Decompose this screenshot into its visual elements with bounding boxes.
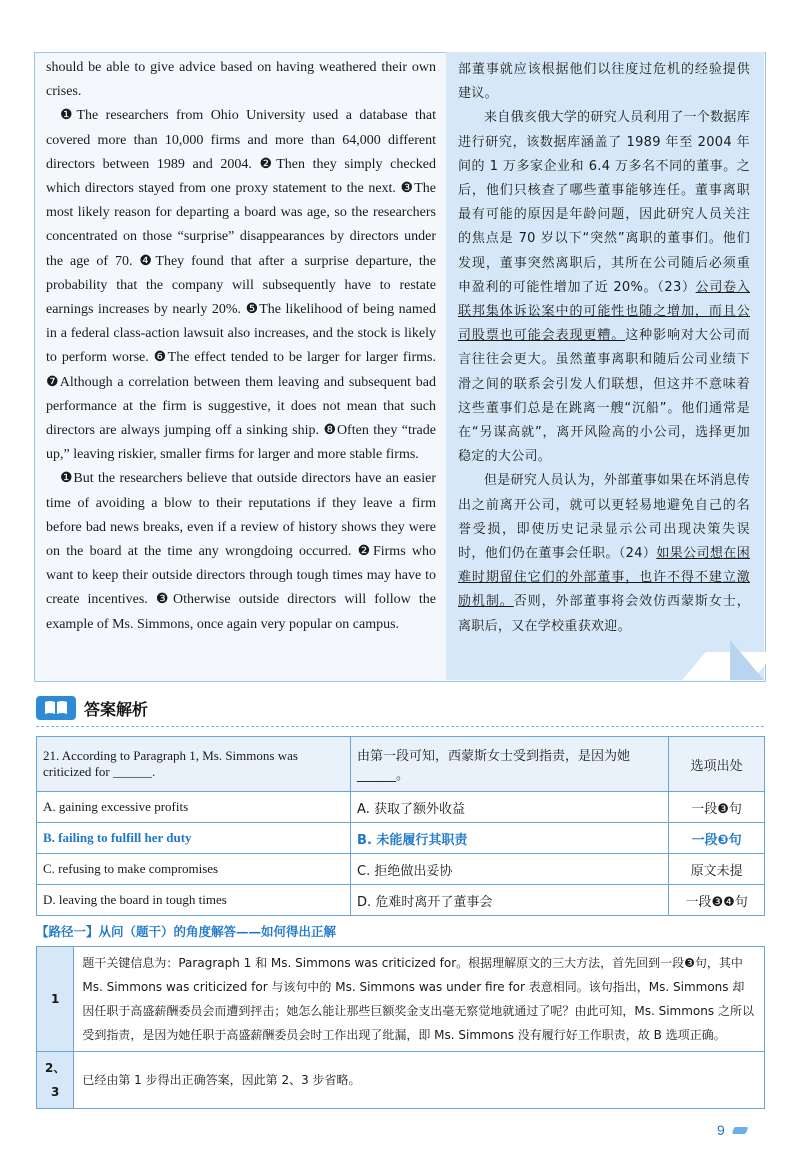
option-en: C. refusing to make compromises bbox=[37, 854, 351, 885]
page-number: 9 bbox=[717, 1122, 725, 1138]
zh-text: 这种影响对大公司而言往往会更大。虽然董事离职和随后公司业绩下滑之间的联系会引发人们联想，但这并不意味着这些董事们总是在跳离一艘“沉船”。他们通常是在“另谋高就”，离开风险高的小公司，选择更加稳定的大公司。 bbox=[458, 328, 750, 465]
book-icon bbox=[36, 696, 76, 720]
option-en: D. leaving the board in tough times bbox=[37, 885, 351, 916]
option-row bbox=[37, 792, 765, 823]
zh-text: 但是研究人员认为，外部董事如果在坏消息传出之前离开公司，就可以更轻易地避免自己的名誉受损，即使历史记录显示公司出现决策失误时，他们仍在董事会任职。（24） bbox=[458, 473, 751, 562]
option-row bbox=[37, 885, 765, 916]
zh-text: 否则，外部董事将会效仿西蒙斯女士，离职后，又在学校重获欢迎。 bbox=[458, 594, 751, 634]
zh-underlined-24: 如果公司想在困难时期留住它们的外部董事，也许不得不建立激励机制。 bbox=[458, 546, 750, 610]
step-text: 题干关键信息为：Paragraph 1 和 Ms. Simmons was criticized for。根据理解原文的三大方法，首先回到一段❸句，其中 Ms. Simmons was criticized for 与该句中的 Ms. Simmons was under fire for 表意相同。该句指出，Ms. Simmons 却因任职于高盛薪酬委员会而遭到抨击；她怎么能让那些巨额奖金支出毫无察觉地就通过了呢？由此可知，Ms. Simmons 之所以受到指责，是因为她任职于高盛薪酬委员会时工作出现了纰漏，即 Ms. Simmons 没有履行好工作职责，故 B 选项正确。 bbox=[74, 947, 765, 1052]
zh-paragraph-1 bbox=[458, 106, 750, 469]
option-zh: C. 拒绝做出妥协 bbox=[351, 854, 669, 885]
en-paragraph-0: should be able to give advice based on having weathered their own crises. bbox=[46, 60, 436, 100]
step-row bbox=[37, 1052, 765, 1109]
option-en: B. failing to fulfill her duty bbox=[37, 823, 351, 854]
option-source: 一段❸句 bbox=[669, 792, 765, 823]
option-zh: B. 未能履行其职责 bbox=[351, 823, 669, 854]
answer-section-header bbox=[36, 696, 148, 720]
step-row bbox=[37, 947, 765, 1052]
section-divider bbox=[36, 726, 764, 727]
option-source: 原文未提 bbox=[669, 854, 765, 885]
question-en: 21. According to Paragraph 1, Ms. Simmons was criticized for ______. bbox=[37, 737, 351, 792]
chinese-translation-panel bbox=[446, 52, 764, 680]
page-curl bbox=[730, 640, 764, 680]
zh-text: 来自俄亥俄大学的研究人员利用了一个数据库进行研究，该数据库涵盖了 1989 年至 2004 年间的 1 万多家企业和 6.4 万多名不同的董事。之后，他们只核查了哪些董事能够连任。董事离职最有可能的原因是年龄问题，因此研究人员关注的焦点是 70 岁以下“突然”离职的董事们。他们发现，董事突然离职后，其所在公司随后必须重申盈利的可能性增加了近 20%。（23） bbox=[458, 110, 751, 295]
option-row-correct bbox=[37, 823, 765, 854]
option-en: A. gaining excessive profits bbox=[37, 792, 351, 823]
english-passage bbox=[46, 56, 436, 637]
source-header: 选项出处 bbox=[669, 737, 765, 792]
option-zh: A. 获取了额外收益 bbox=[351, 792, 669, 823]
zh-underlined-23: 公司卷入联邦集体诉讼案中的可能性也随之增加，而且公司股票也可能会表现更糟。 bbox=[458, 279, 750, 344]
en-paragraph-1: ❶The researchers from Ohio University used a database that covered more than 10,000 firms and more than 64,000 different directors between 1989 and 2004. ❷Then they simply checked which directors stayed from one proxy statement to the next. ❸The most likely reason for departing a board was age, so the researchers concentrated on those “surprise” disappearances by directors under the age of 70. ❹They found that after a surprise departure, the probability that the company will subsequently have to restate earnings increases by nearly 20%. ❺The likelihood of being named in a federal class-action lawsuit also increases, and the stock is likely to perform worse. ❻The effect tended to be larger for larger firms. ❼Although a correlation between them leaving and subsequent bad performance at the firm is suggestive, it does not mean that such directors are always jumping off a sinking ship. ❽Often they “trade up,” leaving riskier, smaller firms for larger and more stable firms. bbox=[46, 108, 436, 463]
option-zh: D. 危难时离开了董事会 bbox=[351, 885, 669, 916]
zh-paragraph-0: 部董事就应该根据他们以往度过危机的经验提供建议。 bbox=[458, 62, 750, 102]
question-table bbox=[36, 736, 765, 916]
step-number: 1 bbox=[37, 947, 74, 1052]
graduation-cap-icon bbox=[732, 1127, 749, 1134]
en-paragraph-2: ❶But the researchers believe that outside directors have an easier time of avoiding a blow to their reputations if they leave a firm before bad news breaks, even if a review of history shows they were on the board at the time any wrongdoing occurred. ❷Firms who want to keep their outside directors through tough times may have to create incentives. ❸Otherwise outside directors will follow the example of Ms. Simmons, once again very popular on campus. bbox=[46, 471, 436, 632]
section-title: 答案解析 bbox=[84, 699, 149, 719]
question-zh: 由第一段可知，西蒙斯女士受到指责，是因为她______。 bbox=[351, 737, 669, 792]
zh-paragraph-2 bbox=[458, 469, 750, 638]
path-title: 【路径一】从问（题干）的角度解答——如何得出正解 bbox=[36, 924, 337, 939]
option-row bbox=[37, 854, 765, 885]
option-source: 一段❸❹句 bbox=[669, 885, 765, 916]
step-text: 已经由第 1 步得出正确答案，因此第 2、3 步省略。 bbox=[74, 1052, 765, 1109]
question-row bbox=[37, 737, 765, 792]
option-source: 一段❸句 bbox=[669, 823, 765, 854]
steps-table bbox=[36, 946, 765, 1109]
step-number: 2、3 bbox=[37, 1052, 74, 1109]
